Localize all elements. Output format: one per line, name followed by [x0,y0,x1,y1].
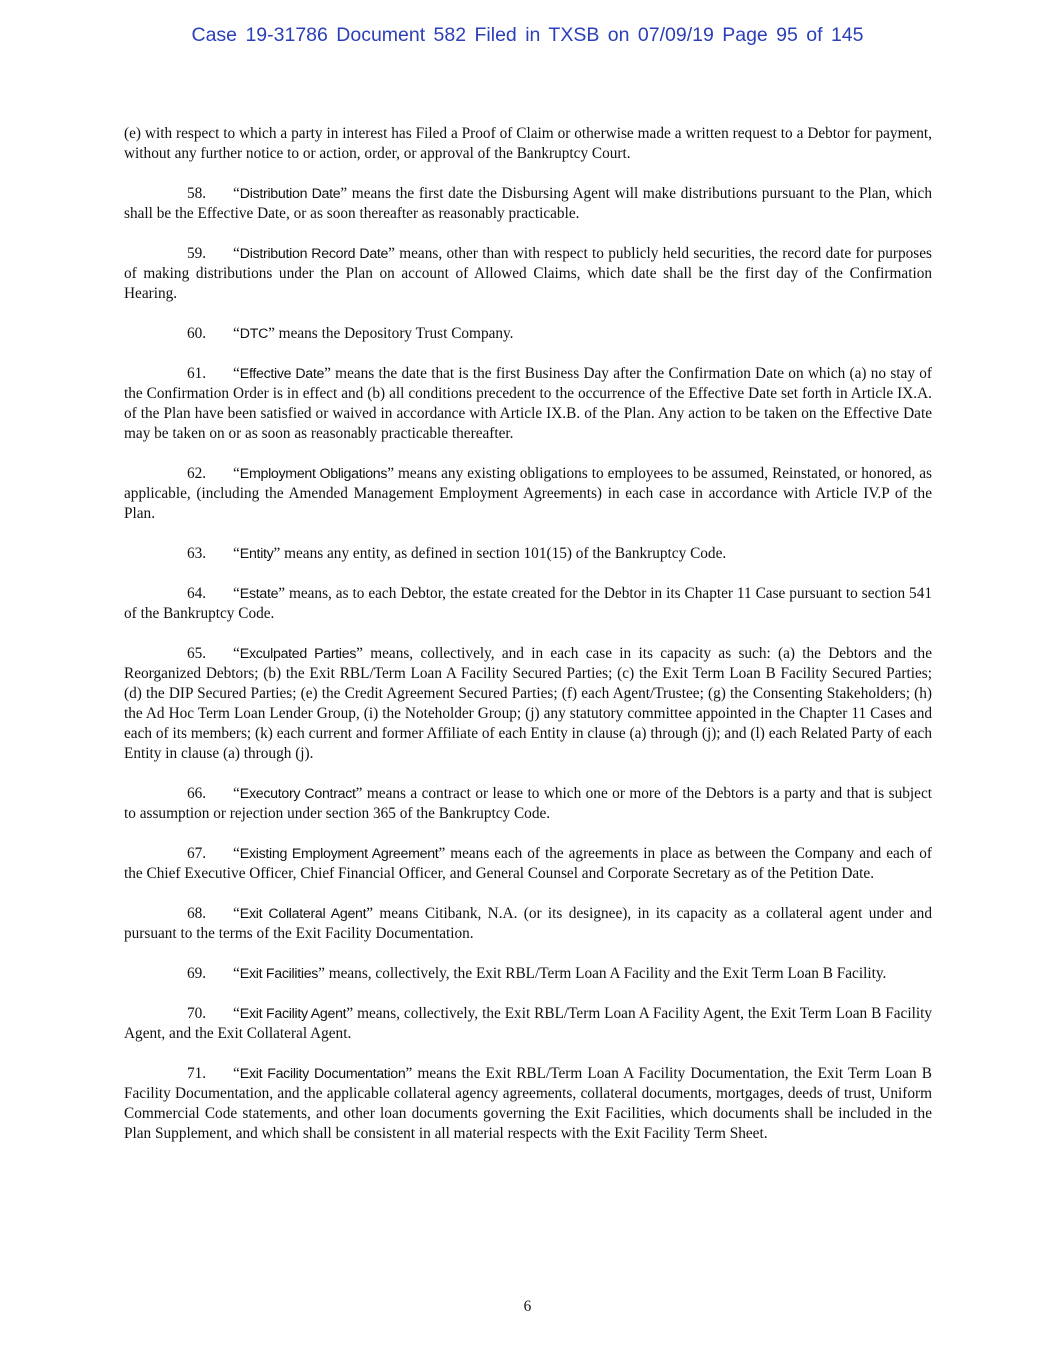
definition-number: 68. [187,905,207,922]
definition-number: 69. [187,965,207,982]
definition-text: ” means, collectively, the Exit RBL/Term Loan A Facility and the Exit Term Loan B Facility. [318,965,887,982]
intro-paragraph: (e) with respect to which a party in interest has Filed a Proof of Claim or otherwise made a written request to a Debtor for payment, without any further notice to or action, order, or approval of the Bankruptcy Court. [124,125,932,162]
definition-number: 65. [187,645,207,662]
definition-67: 67. “Existing Employment Agreement” means each of the agreements in place as between the Company and each of the Chief Executive Officer, Chief Financial Officer, and General Counsel and Corporate Secretary as of the Petition Date. [124,845,932,882]
defined-term: Existing Employment Agreement [239,846,439,862]
definition-65: 65. “Exculpated Parties” means, collectively, and in each case in its capacity as such: (a) the Debtors and the Reorganized Debtors; (b) the Exit RBL/Term Loan A Facility Secured Parties; (c) the Exit Term Loan B Facility Secured Parties; (d) the DIP Secured Parties; (e) the Credit Agreement Secured Parties; (f) each Agent/Trustee; (g) the Consenting Stakeholders; (h) the Ad Hoc Term Loan Lender Group, (i) the Noteholder Group; (j) any statutory committee appointed in the Chapter 11 Cases and each of its members; (k) each current and former Affiliate of each Entity in clause (a) through (j); and (l) each Related Party of each Entity in clause (a) through (j). [124,645,932,762]
document-body [124,124,932,1164]
defined-term: Distribution Date [239,186,341,202]
definition-text: ” means each of the agreements in place as between the Company and each of the Chief Executive Officer, Chief Financial Officer, and General Counsel and Corporate Secretary as of the Petition Date. [124,845,932,882]
definition-59: 59. “Distribution Record Date” means, other than with respect to publicly held securities, the record date for purposes of making distributions under the Plan on account of Allowed Claims, which date shall be the first day of the Confirmation Hearing. [124,245,932,302]
definition-text: ” means, collectively, the Exit RBL/Term Loan A Facility Agent, the Exit Term Loan B Facility Agent, and the Exit Collateral Agent. [124,1005,932,1042]
definition-number: 67. [187,845,207,862]
defined-term: Exculpated Parties [239,646,357,662]
definition-60: 60. “DTC” means the Depository Trust Company. [187,325,514,342]
definition-text: ” means a contract or lease to which one or more of the Debtors is a party and that is subject to assumption or rejection under section 365 of the Bankruptcy Code. [124,785,932,822]
definition-number: 71. [187,1065,207,1082]
defined-term: Effective Date [239,366,325,382]
definition-69: 69. “Exit Facilities” means, collectively, the Exit RBL/Term Loan A Facility and the Exit Term Loan B Facility. [187,965,887,982]
definition-66: 66. “Executory Contract” means a contract or lease to which one or more of the Debtors is a party and that is subject to assumption or rejection under section 365 of the Bankruptcy Code. [124,785,932,822]
definition-68: 68. “Exit Collateral Agent” means Citibank, N.A. (or its designee), in its capacity as a collateral agent under and pursuant to the terms of the Exit Facility Documentation. [124,905,932,942]
definition-number: 64. [187,585,207,602]
defined-term: Executory Contract [239,786,356,802]
definition-text: ” means any entity, as defined in section 101(15) of the Bankruptcy Code. [273,545,727,562]
definition-text: ” means the first date the Disbursing Agent will make distributions pursuant to the Plan, which shall be the Effective Date, or as soon thereafter as reasonably practicable. [124,185,932,222]
definition-text: ” means the date that is the first Business Day after the Confirmation Date on which (a) no stay of the Confirmation Order is in effect and (b) all conditions precedent to the occurrence of the Effective Date set forth in Article IX.A. of the Plan have been satisfied or waived in accordance with Article IX.B. of the Plan. Any action to be taken on the Effective Date may be taken on or as soon as reasonably practicable thereafter. [124,365,932,442]
definition-text: ” means, other than with respect to publicly held securities, the record date for purposes of making distributions under the Plan on account of Allowed Claims, which date shall be the first day of the Confirmation Hearing. [124,245,932,302]
definition-number: 63. [187,545,207,562]
definition-text: ” means any existing obligations to employees to be assumed, Reinstated, or honored, as applicable, (including the Amended Management Employment Agreements) in each case in accordance with Article IV.P of the Plan. [124,465,933,522]
definition-number: 61. [187,365,207,382]
definition-58: 58. “Distribution Date” means the first date the Disbursing Agent will make distributions pursuant to the Plan, which shall be the Effective Date, or as soon thereafter as reasonably practicable. [124,185,932,222]
definition-61: 61. “Effective Date” means the date that is the first Business Day after the Confirmation Date on which (a) no stay of the Confirmation Order is in effect and (b) all conditions precedent to the occurrence of the Effective Date set forth in Article IX.A. of the Plan have been satisfied or waived in accordance with Article IX.B. of the Plan. Any action to be taken on the Effective Date may be taken on or as soon as reasonably practicable thereafter. [124,365,932,442]
definition-text: ” means Citibank, N.A. (or its designee), in its capacity as a collateral agent under and pursuant to the terms of the Exit Facility Documentation. [124,905,932,942]
page-number: 6 [523,1298,532,1315]
definition-number: 60. [187,325,207,342]
definition-text: ” means, collectively, and in each case in its capacity as such: (a) the Debtors and the Reorganized Debtors; (b) the Exit RBL/Term Loan A Facility Secured Parties; (c) the Exit Term Loan B Facility Secured Parties; (d) the DIP Secured Parties; (e) the Credit Agreement Secured Parties; (f) each Agent/Trustee; (g) the Consenting Stakeholders; (h) the Ad Hoc Term Loan Lender Group, (i) the Noteholder Group; (j) any statutory committee appointed in the Chapter 11 Cases and each of its members; (k) each current and former Affiliate of each Entity in clause (a) through (j); and (l) each Related Party of each Entity in clause (a) through (j). [124,645,932,762]
definition-text: ” means the Exit RBL/Term Loan A Facility Documentation, the Exit Term Loan B Facility Documentation, and the applicable collateral agency agreements, collateral documents, mortgages, deeds of trust, Uniform Commercial Code statements, and other loan documents governing the Exit Facilities, which documents shall be included in the Plan Supplement, and which shall be consistent in all material respects with the Exit Facility Term Sheet. [124,1065,932,1142]
defined-term: Entity [239,546,274,562]
defined-term: Distribution Record Date [239,246,389,262]
defined-term: DTC [239,326,269,342]
definition-63: 63. “Entity” means any entity, as defined in section 101(15) of the Bankruptcy Code. [187,545,727,562]
defined-term: Estate [239,586,279,602]
definition-70: 70. “Exit Facility Agent” means, collectively, the Exit RBL/Term Loan A Facility Agent, the Exit Term Loan B Facility Agent, and the Exit Collateral Agent. [124,1005,932,1042]
defined-term: Exit Facility Agent [239,1006,347,1022]
defined-term: Exit Facility Documentation [239,1066,406,1082]
defined-term: Exit Collateral Agent [239,906,367,922]
definition-number: 70. [187,1005,207,1022]
definition-64: 64. “Estate” means, as to each Debtor, the estate created for the Debtor in its Chapter 11 Case pursuant to section 541 of the Bankruptcy Code. [124,585,932,622]
definition-number: 62. [187,465,207,482]
definition-text: ” means, as to each Debtor, the estate created for the Debtor in its Chapter 11 Case pursuant to section 541 of the Bankruptcy Code. [124,585,932,622]
definition-text: ” means the Depository Trust Company. [268,325,514,342]
definition-71: 71. “Exit Facility Documentation” means the Exit RBL/Term Loan A Facility Documentation, the Exit Term Loan B Facility Documentation, and the applicable collateral agency agreements, collateral documents, mortgages, deeds of trust, Uniform Commercial Code statements, and other loan documents governing the Exit Facilities, which documents shall be included in the Plan Supplement, and which shall be consistent in all material respects with the Exit Facility Term Sheet. [124,1065,932,1142]
definition-number: 66. [187,785,207,802]
definition-number: 58. [187,185,207,202]
definition-62: 62. “Employment Obligations” means any existing obligations to employees to be assumed, Reinstated, or honored, as applicable, (including the Amended Management Employment Agreements) in each case in accordance with Article IV.P of the Plan. [124,465,933,522]
definition-number: 59. [187,245,207,262]
defined-term: Employment Obligations [239,466,388,482]
defined-term: Exit Facilities [239,966,319,982]
case-filing-stamp: Case 19-31786 Document 582 Filed in TXSB on 07/09/19 Page 95 of 145 [191,24,864,46]
